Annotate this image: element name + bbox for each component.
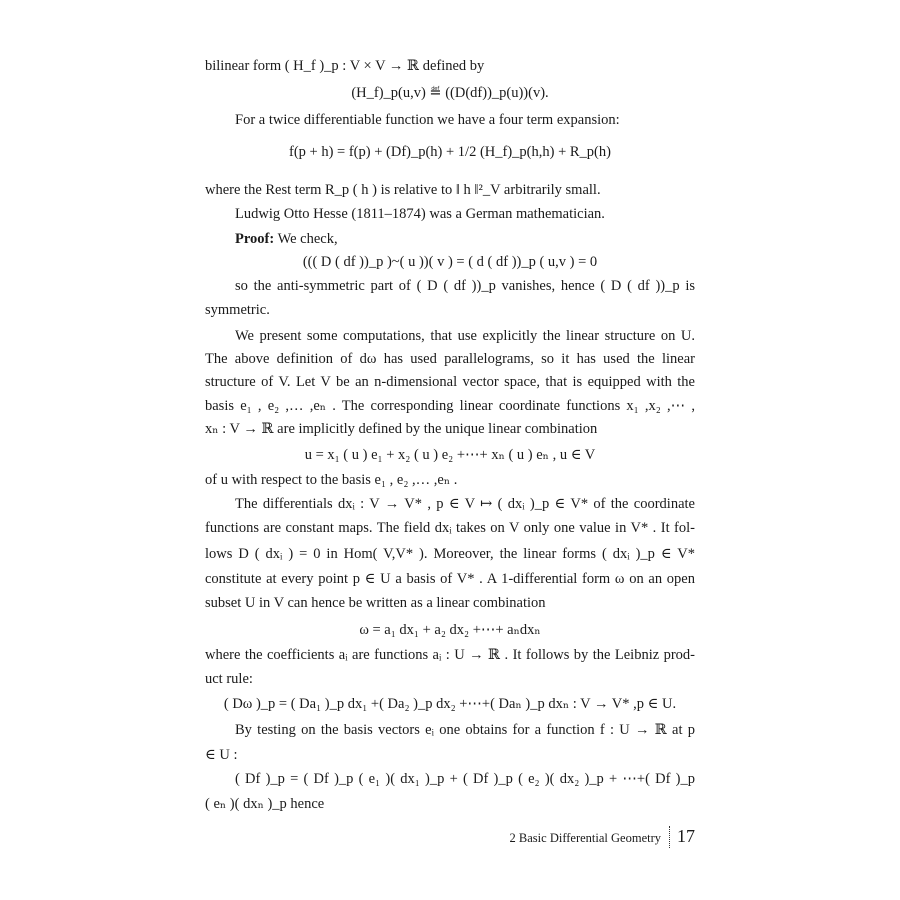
proof-label: Proof: — [235, 231, 275, 247]
page-number: 17 — [677, 826, 695, 846]
text-line: where the Rest term R_p ( h ) is relative to ‖ h ‖²_V arbitrarily small. — [205, 182, 601, 198]
text-line: ∈ U : — [205, 747, 238, 763]
display-equation: ω = a₁ dx₁ + a₂ dx₂ +⋯+ aₙdxₙ — [359, 622, 541, 638]
text-line: The differentials dxᵢ : V → V* , p ∈ V ↦ ( dxᵢ )_p ∈ V* of the coordinate — [235, 496, 695, 512]
text-line: so the anti-symmetric part of ( D ( df ))_p vanishes, hence ( D ( df ))_p is — [235, 278, 695, 294]
page-footer — [500, 826, 695, 848]
text-line: The above definition of dω has used parallelograms, so it has used the linear — [205, 351, 695, 367]
text-line: functions are constant maps. The field dxᵢ takes on V only one value in V* . It fol- — [205, 520, 695, 536]
proof-text: We check, — [277, 231, 338, 247]
display-equation: ( Dω )_p = ( Da₁ )_p dx₁ +( Da₂ )_p dx₂ +⋯+( Daₙ )_p dxₙ : V → V* ,p ∈ U. — [223, 696, 677, 712]
text-line: constitute at every point p ∈ U a basis of V* . A 1-differential form ω on an open — [205, 571, 695, 587]
text-line: of u with respect to the basis e₁ , e₂ ,… ,eₙ . — [205, 472, 458, 488]
text-line: For a twice differentiable function we have a four term expansion: — [235, 112, 620, 128]
text-line: lows D ( dxᵢ ) = 0 in Hom( V,V* ). Moreover, the linear forms ( dxᵢ )_p ∈ V* — [205, 546, 695, 562]
display-equation: u = x₁ ( u ) e₁ + x₂ ( u ) e₂ +⋯+ xₙ ( u ) eₙ , u ∈ V — [304, 447, 596, 463]
text-line: basis e₁ , e₂ ,… ,eₙ . The corresponding linear coordinate functions x₁ ,x₂ ,⋯ , — [205, 398, 695, 414]
text-line: bilinear form ( H_f )_p : V × V → ℝ defined by — [205, 58, 485, 74]
display-equation: ( Df )_p = ( Df )_p ( e₁ )( dx₁ )_p + ( Df )_p ( e₂ )( dx₂ )_p + ⋯+( Df )_p — [235, 771, 695, 787]
proof-line — [235, 230, 695, 248]
text-line: We present some computations, that use explicitly the linear structure on U. — [235, 328, 695, 344]
display-equation: (H_f)_p(u,v) ≝ ((D(df))_p(u))(v). — [351, 85, 549, 101]
text-line: Ludwig Otto Hesse (1811–1874) was a German mathematician. — [235, 206, 605, 222]
text-line: subset U in V can hence be written as a linear combination — [205, 595, 546, 611]
text-line: uct rule: — [205, 671, 253, 687]
text-line: structure of V. Let V be an n-dimensional vector space, that is equipped with the — [205, 374, 695, 390]
display-equation: ((( D ( df ))_p )~( u ))( v ) = ( d ( df ))_p ( u,v ) = 0 — [302, 254, 598, 270]
running-title: 2 Basic Differential Geometry — [509, 831, 661, 845]
text-line: ( eₙ )( dxₙ )_p hence — [205, 796, 325, 812]
text-line: xₙ : V → ℝ are implicitly defined by the unique linear combination — [205, 421, 598, 437]
text-line: By testing on the basis vectors eᵢ one obtains for a function f : U → ℝ at p — [235, 722, 695, 738]
text-line: symmetric. — [205, 302, 270, 318]
text-line: where the coefficients aᵢ are functions aᵢ : U → ℝ . It follows by the Leibniz prod- — [205, 647, 695, 663]
display-equation: f(p + h) = f(p) + (Df)_p(h) + 1/2 (H_f)_p(h,h) + R_p(h) — [289, 144, 611, 160]
footer-separator — [669, 826, 670, 848]
